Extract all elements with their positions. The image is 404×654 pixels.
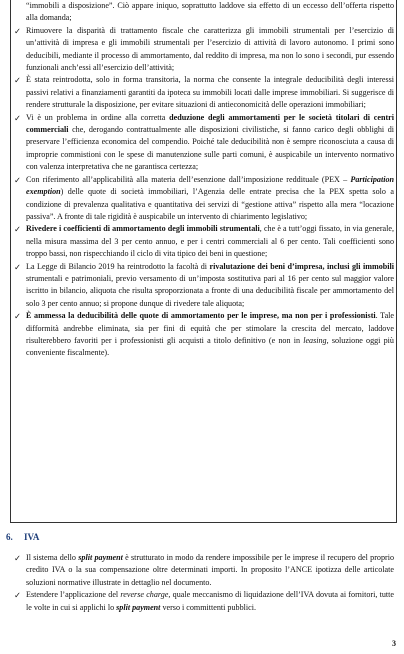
list-item — [14, 223, 394, 260]
section-heading — [6, 532, 39, 542]
list-item — [14, 112, 394, 174]
list-section-5 — [14, 0, 394, 360]
list-item-text: Rimuovere la disparità di trattamento fiscale che caratterizza gli immobili strumentali per l’esercizio di un’attività di impresa e gli immobili strumentali per l’esercizio di attività di lavoro autonomo. I primi sono deducibili, mediante il processo di ammortamento, dal reddito di impresa, ma non lo sono i secondi, pur essendo funzionali anch’essi all’esercizio dell’attività; — [26, 25, 394, 73]
list-item-text: È ammessa la deducibilità delle quote di ammortamento per le imprese, ma non per i professionisti. Tale difformità andrebbe eliminata, sia per fini di equità che per stimolare la crescita del mercato, laddove risulterebbero favoriti per i professionisti gli acquisti a titolo definitivo (e non in leasing, soluzione oggi più conveniente fiscalmente). — [26, 311, 394, 358]
list-item — [14, 174, 394, 224]
list-item — [14, 589, 394, 614]
checkmark-icon: ✓ — [14, 311, 22, 322]
checkmark-icon: ✓ — [14, 75, 22, 86]
list-item-text: Vi è un problema in ordine alla corretta deduzione degli ammortamenti per le società titolari di centri commerciali che, derogando contrattualmente alle disposizioni civilistiche, si fanno carico degli obblighi di preservare l’efficienza economica del compendio. Poiché tale deducibilità non è sempre riconosciuta a causa di improprie commistioni con le spese di manutenzione sulle parti comuni, è auspicabile un intervento normativo con valenza interpretativa che ne garantisca certezza; — [26, 112, 394, 172]
section-number: 6. — [6, 532, 13, 542]
list-item — [14, 25, 394, 75]
list-item — [14, 310, 394, 360]
checkmark-icon: ✓ — [14, 224, 22, 235]
checkmark-icon: ✓ — [14, 112, 22, 123]
list-item — [14, 552, 394, 589]
checkmark-icon: ✓ — [14, 590, 22, 601]
list-item-text: Con riferimento all’applicabilità alla materia dell’esenzione dall’imposizione reddituale (PEX – Participation exemption) delle quote di società immobiliari, l’Agenzia delle entrate precisa che la PEX spetta solo a condizione di prevalenza qualitativa e quantitativa dei servizi di “gestione attiva” rispetto alla mera “locazione passiva”. A fronte di tale rigidità è auspicabile un intervento di chiarimento legislativo; — [26, 174, 394, 221]
list-item-text: Estendere l’applicazione del reverse charge, quale meccanismo di liquidazione dell’IVA dovuta ai fornitori, tutte le volte in cui si applichi lo split payment verso i committenti pubblici. — [26, 590, 394, 612]
continued-paragraph: “immobili a disposizione”. Ciò appare iniquo, soprattutto laddove sia effetto di un eccesso dell’offerta rispetto alla domanda; — [26, 1, 394, 23]
list-item-text: È stata reintrodotta, solo in forma transitoria, la norma che consente la integrale deducibilità degli interessi passivi relativi a finanziamenti garantiti da ipoteca su immobili locati dalle imprese immobiliari. Si suggerisce di rendere strutturale la disposizione, per evitare situazioni di antieconomicità delle operazioni immobiliari; — [26, 75, 394, 110]
checkmark-icon: ✓ — [14, 174, 22, 185]
list-section-6 — [14, 552, 394, 614]
checkmark-icon: ✓ — [14, 553, 22, 563]
section-title: IVA — [24, 532, 40, 542]
list-item — [14, 74, 394, 111]
list-item-text: Il sistema dello split payment è strutturato in modo da rendere impossibile per le imprese il recupero del proprio credito IVA o la sua compensazione oltre determinati importi. In proposito l’ANCE ipotizza delle articolate soluzioni normative illustrate in dettaglio nel documento. — [26, 553, 394, 587]
page-number: 3 — [392, 639, 396, 648]
list-item-text: La Legge di Bilancio 2019 ha reintrodotto la facoltà di rivalutazione dei beni d’impresa, inclusi gli immobili strumentali e patrimoniali, previo versamento di un’imposta sostitutiva pari al 16 per cento sul maggior valore iscritto in bilancio, aliquota che risulta sproporzionata a fronte di una deducibilità fiscale per ammortamento del solo 3 per cento annuo; si propone dunque di rivedere tale aliquota; — [26, 261, 394, 308]
checkmark-icon: ✓ — [14, 25, 22, 36]
list-item-text: Rivedere i coefficienti di ammortamento degli immobili strumentali, che è a tutt’oggi fissato, in via generale, nella misura massima del 3 per cento annuo, e per i centri commerciali al 6 per cento. Tali coefficienti sono troppo bassi, non rispecchiando il ciclo di vita tipico dei beni in questione; — [26, 224, 394, 259]
list-item — [14, 261, 394, 311]
checkmark-icon: ✓ — [14, 261, 22, 272]
